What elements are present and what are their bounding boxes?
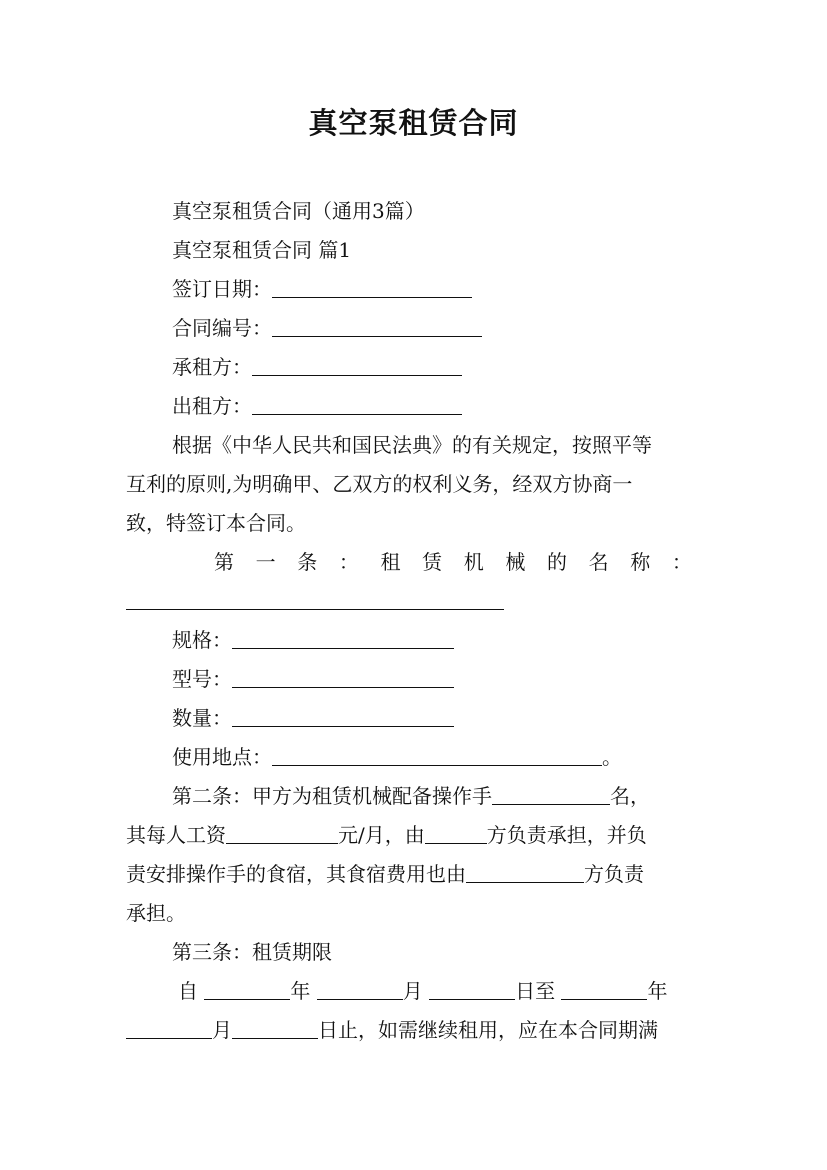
article-2-line-3 (126, 855, 702, 893)
article-1-char: ： (338, 550, 359, 574)
article-3-line-2 (126, 1011, 702, 1049)
contract-no-label: 合同编号： (172, 316, 272, 340)
article-3-text: 日至 (515, 979, 556, 1003)
article-3-text: 年 (290, 979, 311, 1003)
article-2-line-1 (172, 777, 702, 815)
location-end: 。 (602, 745, 622, 769)
model-row (172, 660, 702, 698)
salary-blank (226, 819, 338, 844)
article-1-char: 一 (255, 550, 276, 574)
article-3-text: 年 (647, 979, 668, 1003)
contract-no-row (172, 309, 702, 347)
lessee-row (172, 348, 702, 386)
article-3-text: 月 (212, 1018, 232, 1042)
board-payer-blank (466, 858, 584, 883)
article-1-char: 名 (588, 550, 609, 574)
start-day-blank (429, 975, 515, 1000)
document-subtitle: 真空泵租赁合同（通用3篇） (172, 199, 425, 223)
intro-line-1: 根据《中华人民共和国民法典》的有关规定，按照平等 (172, 433, 652, 457)
article-1-char: 机 (463, 550, 484, 574)
intro-line-2: 互利的原则,为明确甲、乙双方的权利义务，经双方协商一 (126, 472, 633, 496)
salary-payer-blank (425, 819, 487, 844)
end-year-blank (561, 975, 647, 1000)
article-1-char: 械 (505, 550, 526, 574)
article-2-text: 其每人工资 (126, 823, 226, 847)
machine-name-blank (126, 585, 504, 610)
article-2-text: 方负责承担，并负 (486, 823, 647, 847)
spec-label: 规格： (172, 628, 232, 652)
location-blank (272, 741, 602, 766)
sign-date-row (172, 270, 702, 308)
contract-no-blank (272, 312, 482, 337)
end-month-blank (126, 1014, 212, 1039)
article-3-text: 自 (178, 979, 198, 1003)
article-1-char: 赁 (422, 550, 443, 574)
start-year-blank (204, 975, 290, 1000)
end-day-blank (232, 1014, 318, 1039)
article-3-line-1 (178, 972, 702, 1010)
location-row (172, 738, 702, 776)
location-label: 使用地点： (172, 745, 272, 769)
sign-date-label: 签订日期： (172, 277, 272, 301)
quantity-label: 数量： (172, 706, 232, 730)
lessor-blank (252, 390, 462, 415)
document-title: 真空泵租赁合同 (308, 106, 519, 140)
lessee-label: 承租方： (172, 355, 252, 379)
article-2-line-2 (126, 816, 702, 854)
article-1-char: ： (671, 550, 692, 574)
article-3-text: 日止，如需继续租用，应在本合同期满 (318, 1018, 658, 1042)
article-1-char: 租 (380, 550, 401, 574)
article-1-blank-row (126, 582, 702, 620)
article-1-char: 称 (630, 550, 651, 574)
quantity-row (172, 699, 702, 737)
article-2-line-4: 承担。 (126, 901, 186, 925)
spec-blank (232, 624, 454, 649)
start-month-blank (317, 975, 403, 1000)
article-2-text: 元/月，由 (338, 823, 425, 847)
sign-date-blank (272, 273, 472, 298)
model-blank (232, 663, 454, 688)
article-1-char: 的 (547, 550, 567, 574)
article-3-title: 第三条：租赁期限 (172, 940, 332, 964)
article-3-text: 月 (402, 979, 423, 1003)
article-2-text: 第二条：甲方为租赁机械配备操作手 (172, 784, 492, 808)
article-2-text: 责安排操作手的食宿，其食宿费用也由 (126, 862, 466, 886)
intro-line-3: 致，特签订本合同。 (126, 511, 306, 535)
lessor-label: 出租方： (172, 394, 252, 418)
quantity-blank (232, 702, 454, 727)
part-label: 真空泵租赁合同 篇1 (172, 238, 352, 262)
lessee-blank (252, 351, 462, 376)
article-1-char: 第 (214, 550, 234, 574)
article-1-char: 条 (297, 550, 318, 574)
lessor-row (172, 387, 702, 425)
spec-row (172, 621, 702, 659)
article-2-text: 名， (610, 784, 650, 808)
model-label: 型号： (172, 667, 232, 691)
article-1-heading (214, 543, 692, 581)
article-2-text: 方负责 (584, 862, 644, 886)
operator-count-blank (492, 780, 610, 805)
